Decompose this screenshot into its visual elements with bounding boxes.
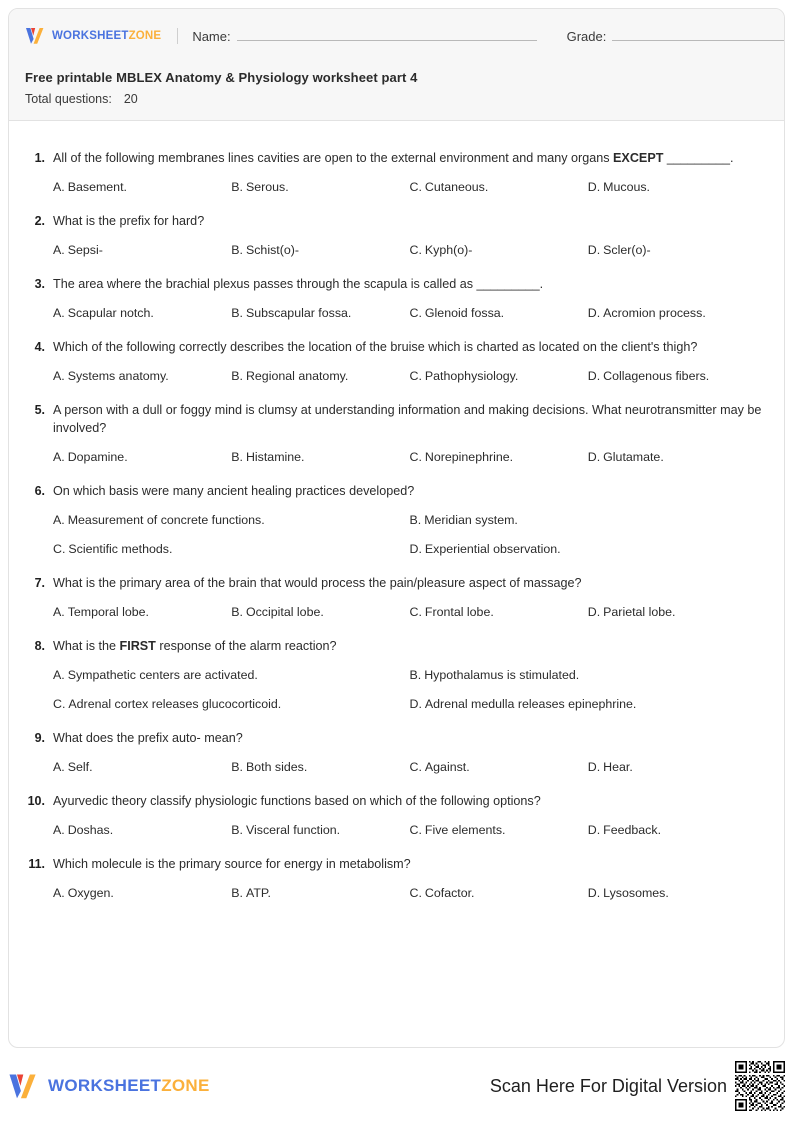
answer-option-letter: B.: [231, 605, 243, 619]
answer-option-text: Scapular notch.: [67, 306, 154, 320]
header-logo-text-zone: ZONE: [128, 30, 162, 42]
answer-option-letter: B.: [231, 760, 243, 774]
answer-option-letter: A.: [53, 450, 65, 464]
answer-option[interactable]: [231, 822, 409, 839]
answer-option-text: Mucous.: [603, 180, 650, 194]
answer-option[interactable]: [410, 449, 588, 466]
answer-option-text: Scientific methods.: [68, 542, 173, 556]
grade-label: Grade:: [566, 29, 607, 44]
answer-option-text: Systems anatomy.: [67, 369, 169, 383]
answer-option[interactable]: [53, 604, 231, 621]
answer-option-letter: A.: [53, 605, 65, 619]
answer-option-text: Scler(o)-: [603, 243, 651, 257]
answer-option-text: Meridian system.: [424, 513, 518, 527]
answer-option-text: Sympathetic centers are activated.: [67, 668, 258, 682]
question-text: [53, 212, 766, 230]
answer-option-text: ATP.: [245, 886, 271, 900]
question-content: [53, 401, 766, 466]
question-item: [27, 776, 766, 839]
answer-option[interactable]: [53, 696, 410, 713]
answer-option-letter: C.: [409, 243, 422, 257]
question-text: [53, 482, 766, 500]
answer-option-text: Hypothalamus is stimulated.: [424, 668, 580, 682]
answer-option[interactable]: [53, 512, 410, 529]
worksheet-card: [8, 8, 785, 1048]
answer-option[interactable]: [588, 449, 766, 466]
answer-option[interactable]: [231, 604, 409, 621]
answer-option-text: Self.: [67, 760, 93, 774]
answer-option[interactable]: [410, 822, 588, 839]
answer-option-letter: B.: [231, 306, 243, 320]
name-field-group: [192, 28, 536, 44]
question-text-part: A person with a dull or foggy mind is clumsy at understanding information and making decisions. What neurotransmitter may be involved?: [53, 403, 762, 435]
total-questions-row: [25, 92, 768, 106]
question-text: [53, 574, 766, 592]
answer-option-text: Cofactor.: [424, 886, 475, 900]
question-content: [53, 855, 766, 902]
answer-option[interactable]: [588, 604, 766, 621]
question-text-part: What is the: [53, 639, 120, 653]
answer-option-letter: B.: [231, 886, 243, 900]
answer-option[interactable]: [410, 368, 588, 385]
question-text: [53, 637, 766, 655]
answer-option[interactable]: [231, 885, 409, 902]
question-item: [27, 259, 766, 322]
answer-option-letter: D.: [409, 542, 422, 556]
question-number: 6.: [34, 484, 45, 498]
answer-option-letter: A.: [53, 180, 65, 194]
answer-option-text: Oxygen.: [67, 886, 114, 900]
question-item: [27, 133, 766, 196]
answer-option-letter: B.: [231, 369, 243, 383]
question-text: [53, 792, 766, 810]
answer-option-letter: D.: [587, 306, 601, 320]
question-content: [53, 149, 766, 196]
answer-option-letter: C.: [409, 369, 422, 383]
qr-code-icon[interactable]: [735, 1061, 785, 1111]
question-text-part: What is the primary area of the brain that would process the pain/pleasure aspect of massage?: [53, 576, 582, 590]
answer-option[interactable]: [588, 759, 766, 776]
answer-option[interactable]: [588, 368, 766, 385]
answer-option-letter: D.: [587, 450, 601, 464]
answer-option-text: Dopamine.: [67, 450, 128, 464]
question-item: [27, 196, 766, 259]
header-top-row: [25, 23, 768, 49]
question-content: [53, 792, 766, 839]
question-text: [53, 855, 766, 873]
worksheet-zone-logo-icon: [8, 1073, 41, 1100]
answer-option-letter: C.: [409, 823, 422, 837]
question-number: 1.: [34, 151, 45, 165]
question-text-part: The area where the brachial plexus passes through the scapula is called as _________.: [53, 277, 544, 291]
answer-option[interactable]: [410, 604, 588, 621]
answer-option-letter: D.: [587, 243, 601, 257]
answer-option-letter: C.: [53, 542, 66, 556]
question-item: [27, 839, 766, 902]
answer-option-text: Frontal lobe.: [424, 605, 494, 619]
answer-option-letter: C.: [409, 450, 422, 464]
question-text-part: All of the following membranes lines cavities are open to the external environment and many organs: [53, 151, 614, 165]
answer-options: [53, 759, 766, 776]
question-number: 9.: [34, 731, 45, 745]
answer-option-text: Sepsi-: [67, 243, 103, 257]
answer-option[interactable]: [231, 368, 409, 385]
answer-option-letter: D.: [587, 760, 601, 774]
answer-option[interactable]: [231, 305, 409, 322]
answer-option-letter: B.: [409, 513, 422, 527]
worksheet-title: Free printable MBLEX Anatomy & Physiology worksheet part 4: [25, 70, 418, 85]
answer-option-letter: A.: [53, 243, 65, 257]
question-text-part: What does the prefix auto- mean?: [53, 731, 243, 745]
answer-option-letter: A.: [53, 306, 65, 320]
question-text-part: response of the alarm reaction?: [155, 639, 337, 653]
answer-option[interactable]: [231, 449, 409, 466]
name-input[interactable]: [237, 28, 537, 41]
footer-logo: [8, 1073, 210, 1100]
question-text-part: What is the prefix for hard?: [53, 214, 205, 228]
answer-option-text: Temporal lobe.: [67, 605, 149, 619]
worksheet-header: [9, 9, 784, 121]
question-text: [53, 338, 766, 356]
answer-option-text: Adrenal medulla releases epinephrine.: [424, 697, 637, 711]
answer-option-letter: D.: [587, 369, 601, 383]
question-content: [53, 275, 766, 322]
answer-option-text: Kyph(o)-: [424, 243, 473, 257]
answer-option-letter: A.: [53, 886, 65, 900]
answer-option-text: Basement.: [67, 180, 127, 194]
header-logo-text-worksheet: WORKSHEET: [52, 30, 129, 42]
question-text-part: Which of the following correctly describes the location of the bruise which is charted as located on the client's thigh?: [53, 340, 698, 354]
answer-option-letter: C.: [409, 180, 422, 194]
answer-option-letter: B.: [409, 668, 422, 682]
answer-option[interactable]: [410, 242, 588, 259]
answer-option-text: Feedback.: [603, 823, 662, 837]
answer-option-text: Against.: [424, 760, 470, 774]
answer-option[interactable]: [53, 449, 231, 466]
answer-option-text: Hear.: [603, 760, 633, 774]
question-item: [27, 713, 766, 776]
answer-option[interactable]: [53, 667, 410, 684]
questions-list: [9, 121, 784, 902]
answer-option[interactable]: [410, 305, 588, 322]
answer-option[interactable]: [231, 179, 409, 196]
header-divider: [177, 28, 178, 44]
grade-input[interactable]: [612, 28, 785, 41]
answer-option-text: Histamine.: [245, 450, 305, 464]
answer-options: [53, 305, 766, 322]
answer-option[interactable]: [588, 242, 766, 259]
answer-option[interactable]: [53, 541, 410, 558]
answer-option-letter: C.: [409, 760, 422, 774]
answer-option-letter: C.: [53, 697, 66, 711]
answer-option[interactable]: [53, 179, 231, 196]
answer-option-letter: C.: [409, 605, 422, 619]
answer-option-text: Five elements.: [424, 823, 506, 837]
answer-option[interactable]: [410, 541, 767, 558]
question-content: [53, 482, 766, 558]
question-text: [53, 729, 766, 747]
question-text: [53, 149, 766, 167]
answer-option-text: Serous.: [245, 180, 289, 194]
answer-option[interactable]: [588, 885, 766, 902]
answer-option-text: Lysosomes.: [603, 886, 669, 900]
answer-option[interactable]: [231, 242, 409, 259]
question-text-part: Which molecule is the primary source for energy in metabolism?: [53, 857, 411, 871]
question-number: 7.: [34, 576, 45, 590]
question-content: [53, 338, 766, 385]
answer-option-letter: A.: [53, 823, 65, 837]
answer-option-letter: A.: [53, 513, 65, 527]
answer-option[interactable]: [53, 822, 231, 839]
answer-option-letter: C.: [409, 886, 422, 900]
answer-option-letter: D.: [587, 886, 601, 900]
question-text-part: _________.: [663, 151, 734, 165]
answer-option[interactable]: [53, 305, 231, 322]
question-content: [53, 574, 766, 621]
answer-option-letter: B.: [231, 243, 243, 257]
worksheet-zone-logo-icon: [25, 27, 47, 45]
footer-logo-text: [48, 1076, 210, 1096]
answer-option-text: Glenoid fossa.: [424, 306, 505, 320]
question-text-part: On which basis were many ancient healing practices developed?: [53, 484, 415, 498]
answer-option-text: Doshas.: [67, 823, 114, 837]
total-questions-label: Total questions:: [25, 92, 112, 106]
answer-option[interactable]: [410, 179, 588, 196]
scan-here-label: Scan Here For Digital Version: [489, 1075, 727, 1096]
question-item: [27, 621, 766, 713]
answer-option-text: Norepinephrine.: [424, 450, 514, 464]
answer-option-letter: A.: [53, 369, 65, 383]
answer-option-text: Visceral function.: [245, 823, 341, 837]
answer-option-text: Occipital lobe.: [245, 605, 324, 619]
answer-option-text: Cutaneous.: [424, 180, 489, 194]
answer-option[interactable]: [53, 242, 231, 259]
answer-option-text: Parietal lobe.: [603, 605, 676, 619]
question-text: [53, 275, 766, 293]
question-text-part: Ayurvedic theory classify physiologic functions based on which of the following options?: [53, 794, 541, 808]
question-number: 2.: [34, 214, 45, 228]
answer-option-letter: D.: [587, 823, 601, 837]
answer-option-text: Regional anatomy.: [245, 369, 349, 383]
question-content: [53, 637, 766, 713]
answer-option-text: Glutamate.: [603, 450, 664, 464]
answer-options: [53, 368, 766, 385]
answer-option-letter: A.: [53, 760, 65, 774]
answer-option-text: Subscapular fossa.: [245, 306, 352, 320]
grade-field-group: [567, 28, 785, 44]
answer-option-letter: D.: [587, 605, 601, 619]
question-text: [53, 401, 766, 437]
question-number: 11.: [28, 857, 45, 871]
answer-options: [53, 242, 766, 259]
answer-option[interactable]: [410, 885, 588, 902]
answer-option[interactable]: [588, 822, 766, 839]
answer-option-text: Collagenous fibers.: [603, 369, 710, 383]
answer-option-text: Both sides.: [245, 760, 308, 774]
header-logo-text: [52, 30, 161, 42]
header-logo: [25, 27, 161, 45]
question-number: 4.: [34, 340, 45, 354]
answer-option-text: Adrenal cortex releases glucocorticoid.: [68, 697, 282, 711]
question-content: [53, 212, 766, 259]
answer-option[interactable]: [410, 667, 767, 684]
answer-option-text: Acromion process.: [603, 306, 706, 320]
answer-options: [53, 885, 766, 902]
answer-option[interactable]: [410, 512, 767, 529]
question-number: 5.: [34, 403, 45, 417]
answer-option[interactable]: [53, 368, 231, 385]
answer-option-letter: C.: [409, 306, 422, 320]
answer-option[interactable]: [53, 759, 231, 776]
footer-logo-text-worksheet: WORKSHEET: [48, 1076, 162, 1095]
answer-options: [53, 449, 766, 466]
answer-option[interactable]: [231, 759, 409, 776]
answer-option-text: Measurement of concrete functions.: [67, 513, 265, 527]
answer-options: [53, 179, 766, 196]
question-item: [27, 466, 766, 558]
question-text-emphasis: EXCEPT: [613, 151, 664, 165]
answer-option-letter: B.: [231, 450, 243, 464]
answer-option[interactable]: [410, 696, 767, 713]
answer-option[interactable]: [588, 179, 766, 196]
answer-option[interactable]: [53, 885, 231, 902]
question-number: 3.: [34, 277, 45, 291]
question-number: 8.: [34, 639, 45, 653]
question-item: [27, 558, 766, 621]
answer-option-text: Schist(o)-: [245, 243, 299, 257]
footer-scan-group: [490, 1061, 785, 1111]
question-text-emphasis: FIRST: [119, 639, 156, 653]
question-number: 10.: [27, 794, 45, 808]
answer-options: [53, 604, 766, 621]
question-item: [27, 385, 766, 466]
question-content: [53, 729, 766, 776]
answer-options: [53, 667, 766, 713]
answer-option-letter: D.: [587, 180, 601, 194]
total-questions-value: 20: [123, 92, 138, 106]
answer-options: [53, 512, 766, 558]
name-label: Name:: [192, 29, 231, 44]
answer-option-text: Pathophysiology.: [424, 369, 519, 383]
worksheet-footer: [8, 1058, 785, 1114]
answer-option-letter: A.: [53, 668, 65, 682]
answer-option-letter: B.: [231, 180, 243, 194]
footer-logo-text-zone: ZONE: [161, 1076, 210, 1095]
answer-options: [53, 822, 766, 839]
answer-option[interactable]: [410, 759, 588, 776]
answer-option-letter: B.: [231, 823, 243, 837]
question-item: [27, 322, 766, 385]
answer-option-text: Experiential observation.: [424, 542, 561, 556]
answer-option[interactable]: [588, 305, 766, 322]
answer-option-letter: D.: [409, 697, 422, 711]
